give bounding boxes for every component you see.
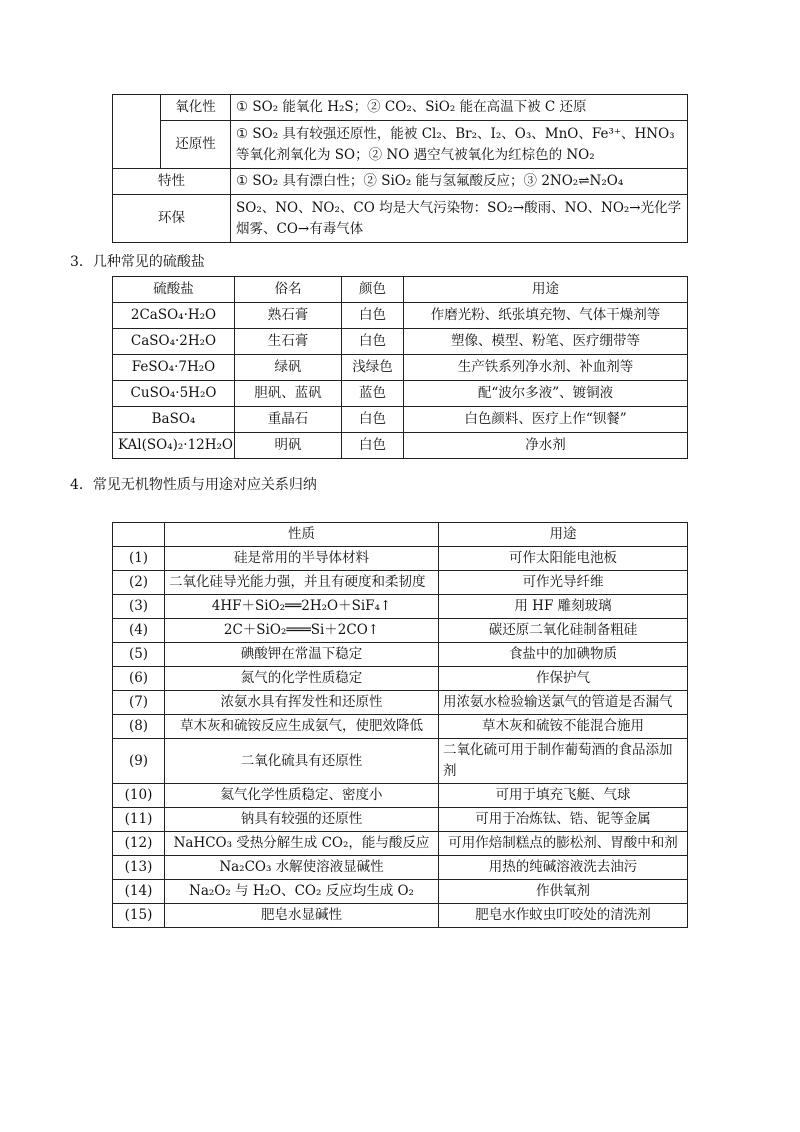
cell: 重晶石 [235,407,342,433]
row-number: (15) [113,904,165,928]
property-cell: 氮气的化学性质稳定 [165,667,439,691]
section-3-heading: 3．几种常见的硫酸盐 [70,254,205,270]
cell: 白色 [342,303,404,329]
use-cell: 可用作焙制糕点的膨松剂、胃酸中和剂 [439,832,688,856]
table-row [113,355,688,381]
row-content: ① SO₂ 具有较强还原性，能被 Cl₂、Br₂、I₂、O₃、MnO、Fe³⁺、HNO₃ 等氧化剂氧化为 SO；② NO 遇空气被氧化为红棕色的 NO₂ [231,121,688,169]
section-4-heading: 4．常见无机物性质与用途对应关系归纳 [70,477,317,493]
table-row [113,571,688,595]
row-content: SO₂、NO、NO₂、CO 均是大气污染物：SO₂→酸雨、NO、NO₂→光化学烟雾、CO→有毒气体 [231,195,688,243]
property-cell: 二氧化硅导光能力强，并且有硬度和柔韧度 [165,571,439,595]
use-cell: 用浓氨水检验输送氯气的管道是否漏气 [439,691,688,715]
row-number: (14) [113,880,165,904]
row-number: (11) [113,808,165,832]
cell: 熟石膏 [235,303,342,329]
cell: 净水剂 [404,433,688,459]
use-cell: 可作光导纤维 [439,571,688,595]
table-row [113,407,688,433]
cell: 作磨光粉、纸张填充物、气体干燥剂等 [404,303,688,329]
header-cell [113,523,165,547]
table-row [113,547,688,571]
use-cell: 草木灰和硫铵不能混合施用 [439,715,688,739]
property-cell: 钠具有较强的还原性 [165,808,439,832]
table-row [113,643,688,667]
cell: KAl(SO₄)₂·12H₂O [113,433,235,459]
property-cell: 4HF＋SiO₂══2H₂O＋SiF₄↑ [165,595,439,619]
table-header-row [113,523,688,547]
cell: BaSO₄ [113,407,235,433]
table-row [113,904,688,928]
cell: 蓝色 [342,381,404,407]
table-row [113,329,688,355]
cell: 生石膏 [235,329,342,355]
cell: CuSO₄·5H₂O [113,381,235,407]
use-cell: 作保护气 [439,667,688,691]
cell: 胆矾、蓝矾 [235,381,342,407]
table-row [113,739,688,784]
table-row [113,880,688,904]
table-row [113,667,688,691]
table-row [113,303,688,329]
table-row [113,121,688,169]
table-row [113,808,688,832]
table-row [113,832,688,856]
cell: 2CaSO₄·H₂O [113,303,235,329]
use-cell: 食盐中的加碘物质 [439,643,688,667]
properties-table [112,94,688,243]
cell: 白色 [342,433,404,459]
table-row [113,715,688,739]
header-cell: 俗名 [235,277,342,303]
property-cell: 二氧化硫具有还原性 [165,739,439,784]
cell: 生产铁系列净水剂、补血剂等 [404,355,688,381]
property-use-table [112,522,688,928]
property-cell: Na₂CO₃ 水解使溶液显碱性 [165,856,439,880]
row-number: (8) [113,715,165,739]
row-number: (6) [113,667,165,691]
cell: 绿矾 [235,355,342,381]
row-label: 还原性 [161,121,231,169]
row-number: (12) [113,832,165,856]
header-cell: 用途 [439,523,688,547]
use-cell: 二氧化硫可用于制作葡萄酒的食品添加剂 [439,739,688,784]
row-number: (1) [113,547,165,571]
table-row [113,433,688,459]
row-number: (10) [113,784,165,808]
property-cell: 2C＋SiO₂═══Si＋2CO↑ [165,619,439,643]
cell: 塑像、模型、粉笔、医疗绷带等 [404,329,688,355]
table-row [113,619,688,643]
use-cell: 作供氧剂 [439,880,688,904]
property-cell: 碘酸钾在常温下稳定 [165,643,439,667]
use-cell: 可作太阳能电池板 [439,547,688,571]
property-cell: 氦气化学性质稳定、密度小 [165,784,439,808]
use-cell: 可用于填充飞艇、气球 [439,784,688,808]
use-cell: 用热的纯碱溶液洗去油污 [439,856,688,880]
table-row [113,595,688,619]
property-cell: 肥皂水显碱性 [165,904,439,928]
header-cell: 颜色 [342,277,404,303]
row-number: (2) [113,571,165,595]
cell: FeSO₄·7H₂O [113,355,235,381]
cell: 白色 [342,407,404,433]
row-number: (13) [113,856,165,880]
cell: 浅绿色 [342,355,404,381]
property-cell: NaHCO₃ 受热分解生成 CO₂，能与酸反应 [165,832,439,856]
header-cell: 硫酸盐 [113,277,235,303]
use-cell: 用 HF 雕刻玻璃 [439,595,688,619]
table-row [113,195,688,243]
table-row [113,856,688,880]
row-label: 环保 [113,195,231,243]
row-number: (4) [113,619,165,643]
use-cell: 碳还原二氧化硅制备粗硅 [439,619,688,643]
table-row [113,169,688,195]
row-number: (5) [113,643,165,667]
table-row [113,381,688,407]
property-cell: Na₂O₂ 与 H₂O、CO₂ 反应均生成 O₂ [165,880,439,904]
row-content: ① SO₂ 能氧化 H₂S；② CO₂、SiO₂ 能在高温下被 C 还原 [231,95,688,121]
row-number: (3) [113,595,165,619]
cell: CaSO₄·2H₂O [113,329,235,355]
sulfate-table [112,276,688,459]
cell: 白色 [342,329,404,355]
header-cell: 用途 [404,277,688,303]
cell: 白色颜料、医疗上作“钡餐” [404,407,688,433]
property-cell: 浓氨水具有挥发性和还原性 [165,691,439,715]
table-row [113,95,688,121]
cell: 明矾 [235,433,342,459]
table-row [113,691,688,715]
cell: 配“波尔多液”、镀铜液 [404,381,688,407]
table-row [113,784,688,808]
use-cell: 可用于冶炼钛、锆、铌等金属 [439,808,688,832]
merged-category-cell [113,95,161,169]
table-header-row [113,277,688,303]
row-number: (9) [113,739,165,784]
row-label: 氧化性 [161,95,231,121]
use-cell: 肥皂水作蚊虫叮咬处的清洗剂 [439,904,688,928]
row-label: 特性 [113,169,231,195]
header-cell: 性质 [165,523,439,547]
property-cell: 草木灰和硫铵反应生成氨气，使肥效降低 [165,715,439,739]
row-number: (7) [113,691,165,715]
row-content: ① SO₂ 具有漂白性；② SiO₂ 能与氢氟酸反应；③ 2NO₂⇌N₂O₄ [231,169,688,195]
property-cell: 硅是常用的半导体材料 [165,547,439,571]
